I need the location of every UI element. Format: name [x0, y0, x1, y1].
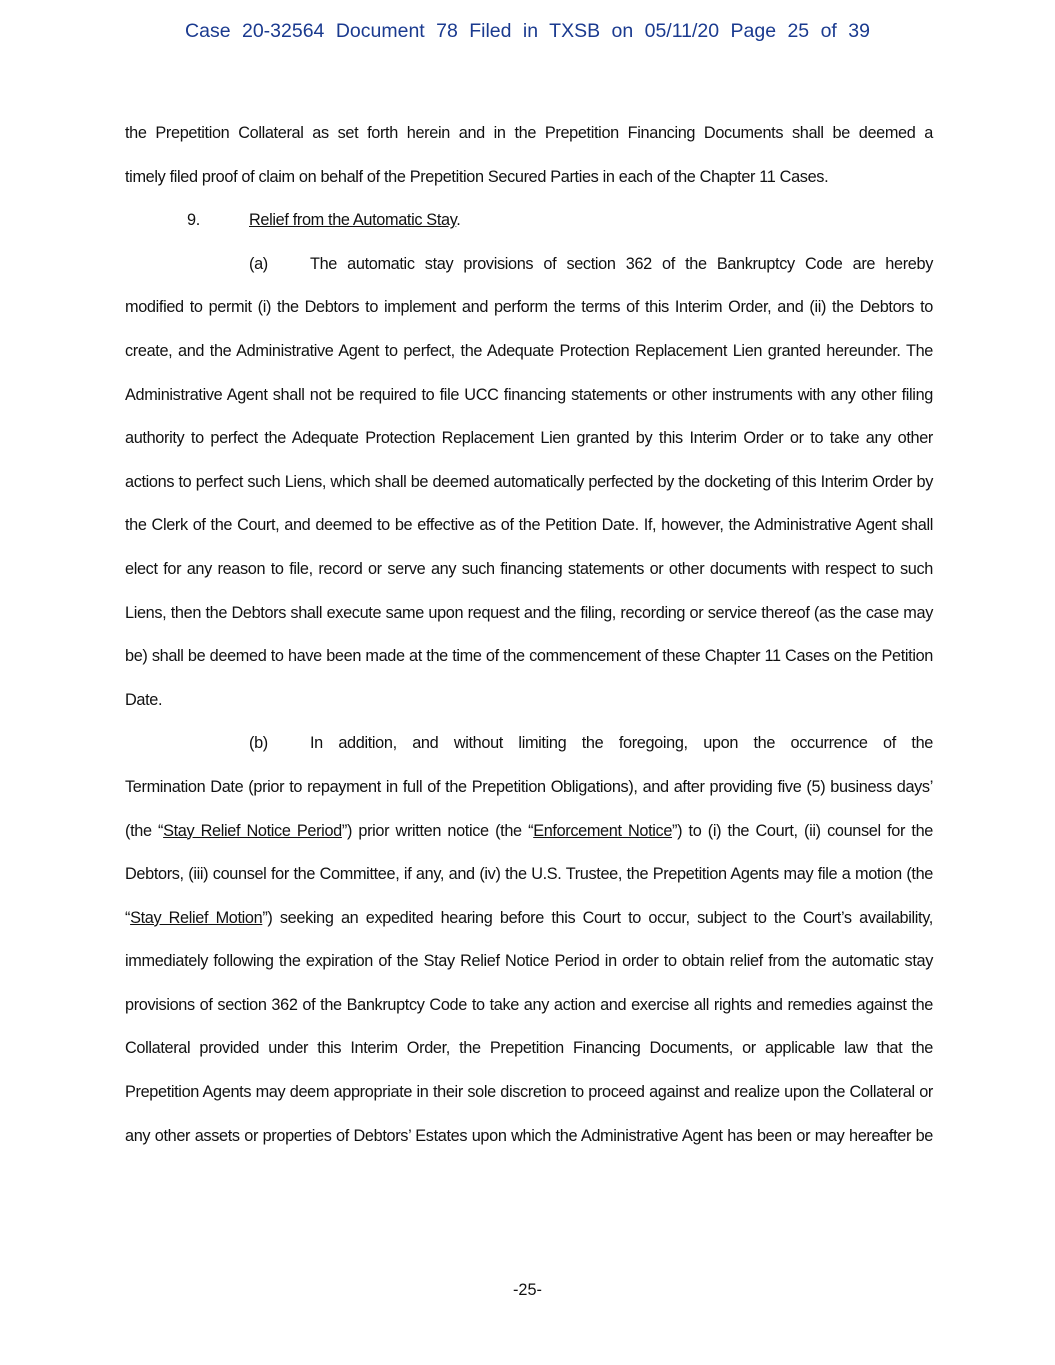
paragraph-a-text: modified to permit (i) the Debtors to implement and perform the terms of this Interim Order, and (ii) the Debtors to create, and the Administrative Agent to perfect, the Adequate Protection Replacement Lien granted hereunder. The Administrative Agent shall not be required to file UCC financing statements or other instruments with any other filing authority to perfect the Adequate Protection Replacement Lien granted by this Interim Order or to take any other actions to perfect such Liens, which shall be deemed automatically perfected by the docketing of this Interim Order by the Clerk of the Court, and deemed to be effective as of the Petition Date. If, however, the Administrative Agent shall elect for any reason to file, record or serve any such financing statements or other documents with respect to such Liens, then the Debtors shall execute same upon request and the filing, recording or service thereof (as the case may be) shall be deemed to have been made at the time of the commencement of these Chapter 11 Cases on the Petition Date. [125, 298, 933, 709]
paragraph-b-text: Termination Date (prior to repayment in full of the Prepetition Obligations), and after providing five (5) business days’ (the “Stay Relief Notice Period”) prior written notice (the “Enforcement Notice”) to (i) the Court, (ii) counsel for the Debtors, (iii) counsel for the Committee, if any, and (iv) the U.S. Trustee, the Prepetition Agents may file a motion (the “Stay Relief Motion”) seeking an expedited hearing before this Court to occur, subject to the Court’s availability, immediately following the expiration of the Stay Relief Notice Period in order to obtain relief from the automatic stay provisions of section 362 of the Bankruptcy Code to take any action and exercise all rights and remedies against the Collateral provided under this Interim Order, the Prepetition Financing Documents, or applicable law that the Prepetition Agents may deem appropriate in their sole discretion to proceed against and realize upon the Collateral or any other assets or properties of Debtors’ Estates upon which the Administrative Agent has been or may hereafter be [125, 777, 933, 1145]
section-title-period: . [456, 211, 461, 230]
page-count: Page 25 of 39 [730, 20, 870, 42]
paragraph-b-first-text: In addition, and without limiting the foregoing, upon the occurrence of the [310, 734, 933, 753]
paragraph-a-first-line [125, 243, 933, 287]
document-number: Document 78 [335, 20, 458, 42]
defined-term-stay-relief-notice-period: Stay Relief Notice Period [163, 821, 342, 840]
defined-term-enforcement-notice: Enforcement Notice [533, 821, 673, 840]
defined-term-stay-relief-motion: Stay Relief Motion [130, 908, 263, 927]
section-heading [125, 199, 933, 243]
intro-line-2: timely filed proof of claim on behalf of the Prepetition Secured Parties in each of the Chapter 11 Cases. [125, 167, 829, 186]
section-number: 9. [187, 211, 200, 230]
filing-info: Filed in TXSB on 05/11/20 [469, 20, 720, 42]
section-title: Relief from the Automatic Stay [249, 211, 457, 230]
body-text [125, 112, 933, 1158]
court-filing-header [0, 20, 1055, 43]
paragraph-a-label: (a) [249, 254, 268, 273]
paragraph-a [125, 243, 933, 723]
paragraph-b [125, 722, 933, 1158]
paragraph-b-label: (b) [249, 734, 268, 753]
paragraph-b-first-line [125, 722, 933, 766]
page-number: -25- [513, 1281, 542, 1299]
intro-line-1: the Prepetition Collateral as set forth herein and in the Prepetition Financing Documents shall be deemed a [125, 124, 933, 142]
paragraph-a-first-text: The automatic stay provisions of section 362 of the Bankruptcy Code are hereby [310, 254, 933, 273]
case-number: Case 20-32564 [185, 20, 325, 42]
